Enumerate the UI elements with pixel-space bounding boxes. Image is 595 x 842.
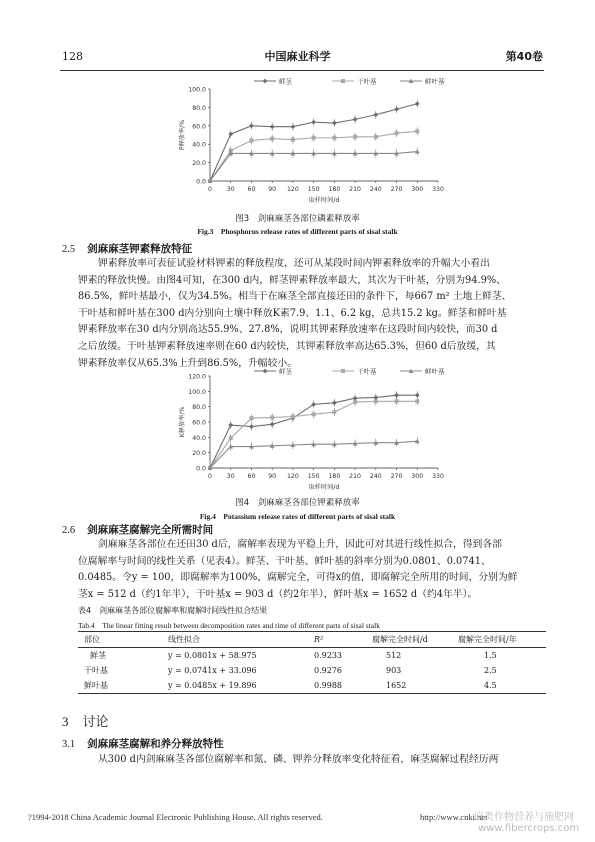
data-point <box>353 117 358 122</box>
x-tick-label: 150 <box>307 473 320 480</box>
data-point <box>332 121 337 126</box>
section-title: 剑麻麻茎腐解完全所需时间 <box>87 524 214 536</box>
paragraph-2-5 <box>78 256 546 372</box>
y-axis-label: P释放率/% <box>179 119 186 151</box>
data-point <box>395 131 399 135</box>
legend-label: 鲜茎 <box>279 367 292 376</box>
table-cell: 2.5 <box>484 666 497 675</box>
figure3-caption-en: Fig.3 Phosphorus release rates of different parts of sisal stalk <box>197 227 398 236</box>
x-tick-label: 0 <box>208 473 212 480</box>
series-triangle <box>208 148 420 183</box>
table-header-cell: 线性拟合 <box>168 635 200 644</box>
x-tick-label: 330 <box>432 186 444 193</box>
x-tick-label: 60 <box>247 473 256 480</box>
data-point <box>415 101 420 106</box>
volume-label: 第40卷 <box>505 50 543 63</box>
figure4-svg <box>150 366 445 494</box>
legend-marker <box>263 79 268 84</box>
data-point <box>374 135 378 139</box>
data-point <box>270 137 274 141</box>
axes-group <box>178 87 444 205</box>
x-tick-label: 210 <box>349 473 361 480</box>
y-tick-label: 100.0 <box>188 86 206 94</box>
data-point <box>228 423 233 428</box>
para-line: 茎x = 512 d（约1年半），干叶基x = 903 d（约2年半），鲜叶基x = 1652 d（约4年半）。 <box>78 588 478 600</box>
table4-title-en: Tab.4 The linear fitting result between decomposition rates and time of different parts of sisal stalk <box>78 621 380 630</box>
data-point <box>415 129 419 133</box>
header-rule <box>60 70 544 71</box>
data-point <box>291 138 295 142</box>
section-title: 讨论 <box>82 715 109 730</box>
x-tick-label: 60 <box>247 186 256 193</box>
data-point <box>395 399 399 403</box>
watermark-cn: 麻类作物营养与施肥网 <box>474 812 574 823</box>
data-point <box>249 416 253 420</box>
table-cell: y = 0.0485x + 19.896 <box>168 681 257 690</box>
para-line: 之后放缓。干叶基钾素释放速率则在60 d内较快，其钾素释放率高达65.3%，但60 d后放缓，其 <box>78 340 496 352</box>
para-line: 86.5%，鲜叶基最小，仅为34.5%。相当于在麻茎全部直接还田的条件下，每667 m² 土地上鲜茎、 <box>78 291 512 303</box>
section-3-heading <box>62 711 109 730</box>
footer-url[interactable]: http://www.cnki.net <box>420 812 488 822</box>
x-tick-label: 30 <box>226 473 235 480</box>
data-point <box>270 124 275 129</box>
paragraph-2-6 <box>78 537 546 603</box>
x-axis-label: 取样时间/d <box>308 484 340 491</box>
data-point <box>374 399 378 403</box>
section-number: 3.1 <box>62 739 76 750</box>
axes-group <box>178 374 444 492</box>
legend <box>254 77 445 86</box>
legend-label: 干叶基 <box>357 77 377 86</box>
para-line: 钾素释放率仅从65.3%上升到86.5%，升幅较小。 <box>78 357 297 369</box>
table-header-row <box>78 632 546 648</box>
x-tick-label: 240 <box>369 186 382 193</box>
legend-label: 鲜茎 <box>279 77 292 86</box>
table-cell: y = 0.0741x + 33.096 <box>168 666 257 675</box>
figure4-chart <box>150 366 445 494</box>
legend-marker <box>341 369 345 373</box>
section-title: 剑麻麻茎钾素释放特征 <box>87 243 193 255</box>
table-header-cell: 部位 <box>84 635 100 644</box>
y-tick-label: 100.0 <box>188 388 206 396</box>
data-point <box>291 124 296 129</box>
section-3-1-heading <box>62 736 224 751</box>
table4 <box>78 631 546 694</box>
figure3-svg <box>150 76 445 208</box>
y-tick-label: 60.0 <box>192 419 206 427</box>
x-tick-label: 270 <box>390 473 403 480</box>
y-axis-label: K释放率/% <box>179 406 186 438</box>
x-tick-label: 120 <box>287 473 299 480</box>
section-number: 3 <box>62 714 69 729</box>
data-point <box>270 415 274 419</box>
para-line: 剑麻麻茎各部位在还田30 d后，腐解率表现为平稳上升，因此可对其进行线性拟合，得到各部 <box>98 539 502 550</box>
y-tick-label: 20.0 <box>192 160 206 168</box>
section-2-5-heading <box>62 241 192 256</box>
x-tick-label: 240 <box>369 473 382 480</box>
table-cell: y = 0.0801x + 58.975 <box>168 651 257 660</box>
data-point <box>394 393 399 398</box>
table-cell: 1.5 <box>484 651 497 660</box>
table-cell: 4.5 <box>484 681 497 690</box>
figure4-caption-cn: 图4 剑麻麻茎各部位钾素释放率 <box>235 498 360 508</box>
y-tick-label: 0.0 <box>196 178 206 186</box>
data-point <box>373 112 378 117</box>
para-line: 钾素释放率可表征试验材料钾素的释放程度，还可从某段时间内钾素释放率的升幅大小看出 <box>98 258 490 269</box>
table-cell: 鲜叶基 <box>84 681 108 690</box>
footer-copyright: ?1994-2018 China Academic Journal Electronic Publishing House. All rights reserved. <box>28 812 323 822</box>
series-diamond <box>208 391 420 470</box>
table-header-cell: 腐解完全时间/d <box>372 635 428 644</box>
figure3-chart <box>150 76 445 208</box>
y-tick-label: 80.0 <box>192 404 206 412</box>
table-cell: 1652 <box>386 681 407 690</box>
para-line: 干叶基和鲜叶基在300 d内分别向土壤中释放K素7.9、1.1、6.2 kg，总共15.2 kg。鲜茎和鲜叶基 <box>78 307 507 319</box>
data-point <box>311 120 316 125</box>
table-cell: 0.9233 <box>314 651 342 660</box>
table-cell: 干叶基 <box>84 666 108 675</box>
data-point <box>249 123 254 128</box>
data-point <box>332 410 336 414</box>
legend-label: 鲜叶基 <box>425 77 445 86</box>
legend <box>254 367 445 376</box>
data-point <box>353 135 357 139</box>
table-row <box>78 648 546 664</box>
legend-label: 鲜叶基 <box>425 367 445 376</box>
y-tick-label: 20.0 <box>192 450 206 458</box>
data-point <box>353 400 357 404</box>
x-axis-label: 取样时间/d <box>308 197 340 204</box>
data-point <box>394 107 399 112</box>
watermark-url: www.fibercrops.com <box>478 823 580 834</box>
data-point <box>415 399 419 403</box>
data-point <box>312 412 316 416</box>
section-title: 剑麻麻茎腐解和养分释放特性 <box>87 738 224 750</box>
x-tick-label: 30 <box>226 186 235 193</box>
table4-title-cn: 表4 剑麻麻茎各部位腐解率和腐解时间线性拟合结果 <box>78 606 268 615</box>
y-tick-label: 0.0 <box>196 465 206 473</box>
table-cell: 512 <box>386 651 402 660</box>
y-tick-label: 80.0 <box>192 104 206 112</box>
y-tick-label: 120.0 <box>188 373 206 381</box>
legend-marker <box>263 369 268 374</box>
legend-label: 干叶基 <box>357 367 377 376</box>
data-point <box>415 393 420 398</box>
series-line <box>210 104 417 181</box>
data-point <box>312 136 316 140</box>
table-cell: 0.9276 <box>314 666 342 675</box>
legend-marker <box>341 79 345 83</box>
para-line: 钾素的释放快慢。由图4可知，在300 d内，鲜茎钾素释放率最大，其次为干叶基，分别为94.9%、 <box>78 274 506 286</box>
x-tick-label: 180 <box>328 473 341 480</box>
x-tick-label: 90 <box>268 473 277 480</box>
data-point <box>291 415 295 419</box>
data-point <box>332 136 336 140</box>
data-point <box>249 139 253 143</box>
table-cell: 903 <box>386 666 402 675</box>
para-line: 从300 d内剑麻麻茎各部位腐解率和氮、磷、钾养分释放率变化特征看，麻茎腐解过程经历两 <box>98 754 499 765</box>
para-line: 0.0485。令y = 100，即腐解率为100%，腐解完全，可得x的值，即腐解完全所用的时间，分别为鲜 <box>78 572 518 584</box>
y-tick-label: 40.0 <box>192 141 206 149</box>
table-header-cell: 腐解完全时间/年 <box>458 635 517 644</box>
section-number: 2.5 <box>62 244 76 255</box>
table-row <box>78 663 546 678</box>
x-tick-label: 300 <box>411 473 424 480</box>
data-point <box>332 400 337 405</box>
series-triangle <box>208 437 420 470</box>
data-point <box>270 422 275 427</box>
table-header-cell: R² <box>314 635 324 644</box>
table-cell: 鲜茎 <box>90 651 106 660</box>
figure3-caption-cn: 图3 剑麻麻茎各部位磷素释放率 <box>235 214 360 224</box>
table-cell: 0.9988 <box>314 681 342 690</box>
x-tick-label: 210 <box>349 186 361 193</box>
x-tick-label: 330 <box>432 473 444 480</box>
x-tick-label: 90 <box>268 186 277 193</box>
para-line: 位腐解率与时间的线性关系（见表4）。鲜茎、干叶基、鲜叶基的斜率分别为0.0801、0.0741、 <box>78 555 491 567</box>
data-point <box>228 132 233 137</box>
section-number: 2.6 <box>62 525 76 536</box>
section-2-6-heading <box>62 522 213 537</box>
x-tick-label: 270 <box>390 186 403 193</box>
x-tick-label: 150 <box>307 186 320 193</box>
x-tick-label: 0 <box>208 186 212 193</box>
y-tick-label: 60.0 <box>192 123 206 131</box>
data-point <box>249 424 254 429</box>
y-tick-label: 40.0 <box>192 434 206 442</box>
x-tick-label: 120 <box>287 186 299 193</box>
para-line: 钾素释放率在30 d内分别高达55.9%、27.8%，说明其钾素释放速率在这段时间内较快，而30 d <box>78 324 498 336</box>
paragraph-3-1 <box>78 752 546 769</box>
journal-title: 中国麻业科学 <box>264 50 331 63</box>
x-tick-label: 180 <box>328 186 341 193</box>
table-row <box>78 678 546 694</box>
figure4-caption-en: Fig.4 Potassium release rates of different parts of sisal stalk <box>199 512 396 521</box>
page-number: 128 <box>62 50 83 63</box>
x-tick-label: 300 <box>411 186 424 193</box>
data-point <box>229 436 233 440</box>
